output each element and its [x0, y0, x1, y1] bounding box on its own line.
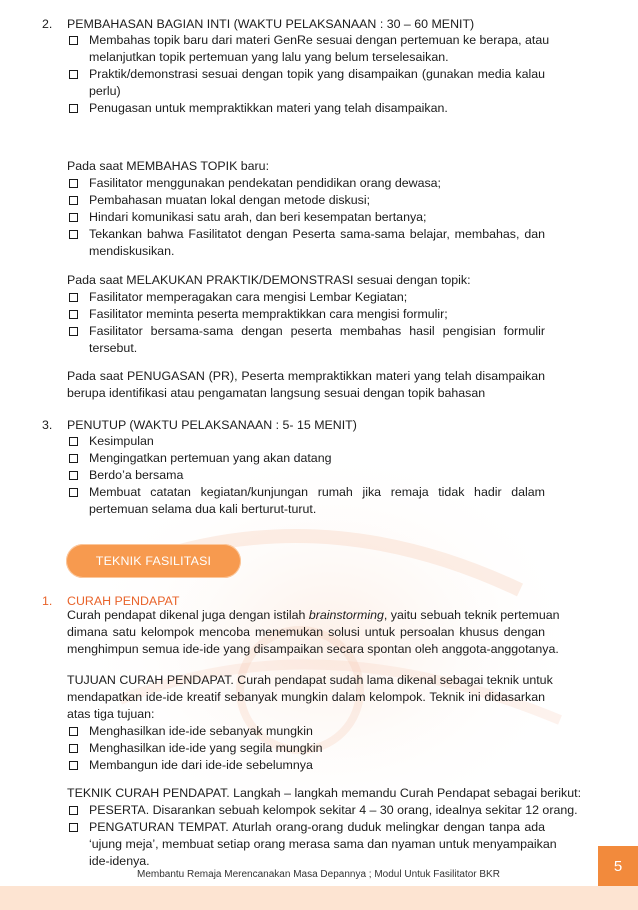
tujuan-line-1: TUJUAN CURAH PENDAPAT. Curah pendapat sudah lama dikenal sebagai teknik untuk: [67, 673, 553, 687]
curah-para-line-2: dimana satu kelompok mencoba menemukan solusi untuk persoalan khusus dengan: [67, 625, 545, 639]
tujuan-item-2-line-1: Menghasilkan ide-ide yang segila mungkin: [89, 741, 323, 755]
teknik-item-2-line-1: PENGATURAN TEMPAT. Aturlah orang-orang duduk melingkar dengan tanpa ada: [89, 820, 545, 834]
curah-number: 1.: [42, 594, 53, 608]
section-3-item-1-line-1: Kesimpulan: [89, 434, 154, 448]
section-3-item-2-line-1: Mengingatkan pertemuan yang akan datang: [89, 451, 332, 465]
page-number: 5: [613, 857, 623, 875]
topik-intro: Pada saat MEMBAHAS TOPIK baru:: [67, 159, 270, 173]
checkbox-bullet-icon: [69, 70, 78, 79]
curah-para-line-1: [67, 607, 560, 623]
checkbox-bullet-icon: [69, 179, 78, 188]
section-3-item-4-line-2: pertemuan selama dua kali berturut-turut.: [89, 502, 317, 516]
teknik-item-2-line-3: ide-idenya.: [89, 854, 150, 868]
praktik-item-3-line-2: tersebut.: [89, 341, 138, 355]
topik-item-2-line-1: Pembahasan muatan lokal dengan metode diskusi;: [89, 193, 371, 207]
penugasan-line-1: Pada saat PENUGASAN (PR), Peserta mempraktikkan materi yang telah disampaikan: [67, 369, 545, 383]
checkbox-bullet-icon: [69, 293, 78, 302]
penugasan-line-2: berupa identifikasi atau pengamatan langsung sesuai dengan topik bahasan: [67, 386, 486, 400]
checkbox-bullet-icon: [69, 36, 78, 45]
praktik-item-3-line-1: Fasilitator bersama-sama dengan peserta membahas hasil pengisian formulir: [89, 324, 545, 338]
checkbox-bullet-icon: [69, 727, 78, 736]
checkbox-bullet-icon: [69, 744, 78, 753]
checkbox-bullet-icon: [69, 104, 78, 113]
checkbox-bullet-icon: [69, 761, 78, 770]
section-2-item-1-line-1: Membahas topik baru dari materi GenRe sesuai dengan pertemuan ke berapa, atau: [89, 33, 550, 47]
brainstorming-term: brainstorming: [308, 608, 384, 622]
section-3-number: 3.: [42, 418, 53, 432]
praktik-item-2-line-1: Fasilitator meminta peserta mempraktikkan cara mengisi formulir;: [89, 307, 448, 321]
curah-title: CURAH PENDAPAT: [67, 594, 180, 608]
topik-item-3-line-1: Hindari komunikasi satu arah, dan beri kesempatan bertanya;: [89, 210, 427, 224]
topik-item-4-line-1: Tekankan bahwa Fasilitatot dengan Peserta sama-sama belajar, membahas, dan: [89, 227, 545, 241]
tujuan-item-3-line-1: Membangun ide dari ide-ide sebelumnya: [89, 758, 313, 772]
section-2-item-2-line-2: perlu): [89, 84, 121, 98]
topik-item-4-line-2: mendiskusikan.: [89, 244, 175, 258]
praktik-item-1-line-1: Fasilitator memperagakan cara mengisi Lembar Kegiatan;: [89, 290, 408, 304]
checkbox-bullet-icon: [69, 471, 78, 480]
checkbox-bullet-icon: [69, 196, 78, 205]
praktik-intro: Pada saat MELAKUKAN PRAKTIK/DEMONSTRASI sesuai dengan topik:: [67, 273, 471, 287]
section-3-title: PENUTUP (WAKTU PELAKSANAAN : 5- 15 MENIT): [67, 418, 357, 432]
teknik-item-2-line-2: ‘ujung meja’, membuat setiap orang merasa sama dan nyaman untuk menyampaikan: [89, 837, 557, 851]
checkbox-bullet-icon: [69, 327, 78, 336]
checkbox-bullet-icon: [69, 454, 78, 463]
section-2-title: PEMBAHASAN BAGIAN INTI (WAKTU PELAKSANAAN : 30 – 60 MENIT): [67, 17, 475, 31]
checkbox-bullet-icon: [69, 437, 78, 446]
checkbox-bullet-icon: [69, 230, 78, 239]
tujuan-line-3: atas tiga tujuan:: [67, 707, 155, 721]
tujuan-line-2: mendapatkan ide-ide kreatif sebanyak mungkin dalam kelompok. Teknik ini didasarkan: [67, 690, 545, 704]
page-number-box: [598, 846, 638, 886]
section-3-item-4-line-1: Membuat catatan kegiatan/kunjungan rumah jika remaja tidak hadir dalam: [89, 485, 545, 499]
tujuan-item-1-line-1: Menghasilkan ide-ide sebanyak mungkin: [89, 724, 313, 738]
section-2-item-1-line-2: melanjutkan topik pertemuan yang lalu yang belum terselesaikan.: [89, 50, 449, 64]
section-2-item-2-line-1: Praktik/demonstrasi sesuai dengan topik yang disampaikan (gunakan media kalau: [89, 67, 545, 81]
checkbox-bullet-icon: [69, 488, 78, 497]
section-2-number: 2.: [42, 17, 53, 31]
checkbox-bullet-icon: [69, 823, 78, 832]
checkbox-bullet-icon: [69, 806, 78, 815]
section-2-item-3-line-1: Penugasan untuk mempraktikkan materi yang telah disampaikan.: [89, 101, 448, 115]
checkbox-bullet-icon: [69, 310, 78, 319]
section-3-item-3-line-1: Berdo’a bersama: [89, 468, 184, 482]
curah-para-text-b: , yaitu sebuah teknik pertemuan: [383, 608, 560, 622]
teknik-item-1-line-1: PESERTA. Disarankan sebuah kelompok sekitar 4 – 30 orang, idealnya sekitar 12 orang.: [89, 803, 578, 817]
teknik-fasilitasi-pill: [66, 544, 241, 578]
footer-text: Membantu Remaja Merencanakan Masa Depannya ; Modul Untuk Fasilitator BKR: [137, 869, 500, 880]
checkbox-bullet-icon: [69, 213, 78, 222]
curah-para-text-a: Curah pendapat dikenal juga dengan istilah: [67, 608, 309, 622]
teknik-fasilitasi-label: TEKNIK FASILITASI: [95, 554, 212, 568]
teknik-intro: TEKNIK CURAH PENDAPAT. Langkah – langkah memandu Curah Pendapat sebagai berikut:: [67, 786, 582, 800]
curah-para-line-3: menghimpun semua ide-ide yang disampaikan secara spontan oleh anggota-anggotanya.: [67, 642, 559, 656]
topik-item-1-line-1: Fasilitator menggunakan pendekatan pendidikan orang dewasa;: [89, 176, 442, 190]
